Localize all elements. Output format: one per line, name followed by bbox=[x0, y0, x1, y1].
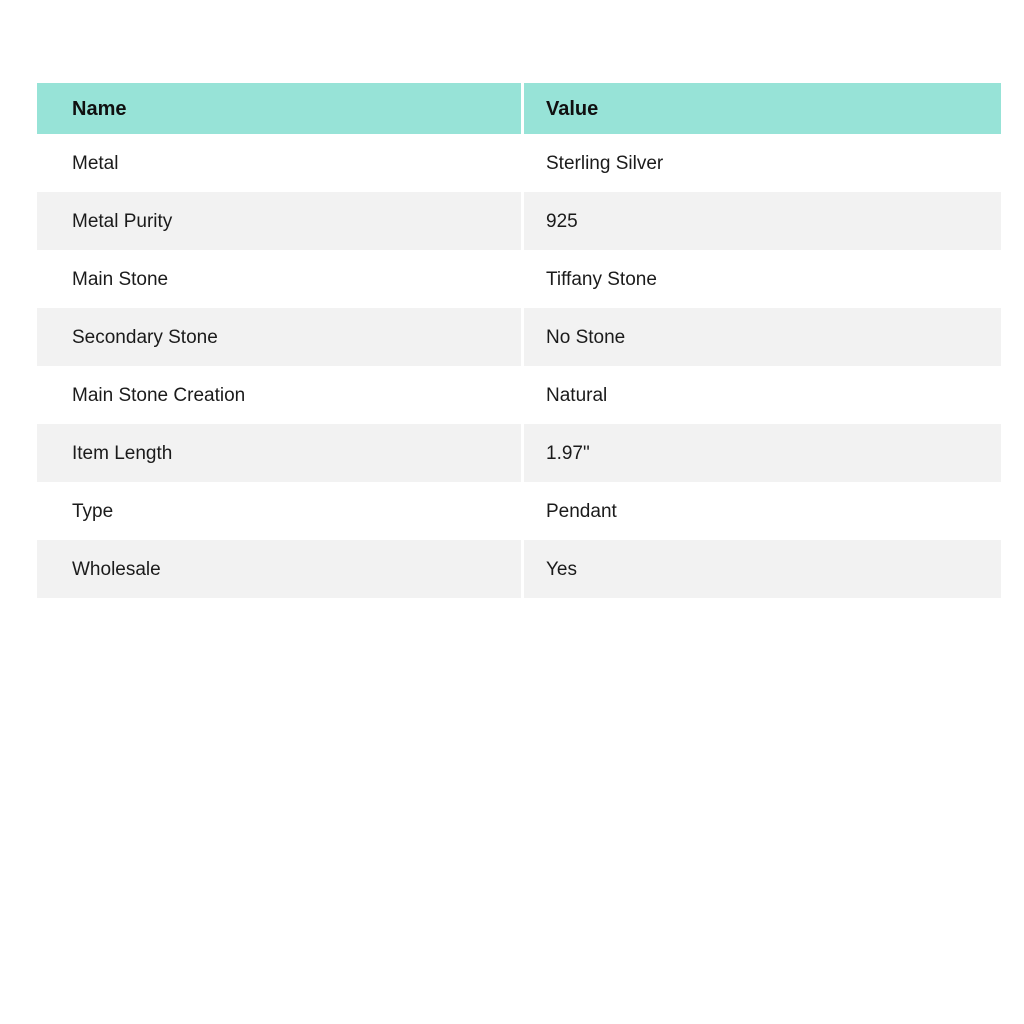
attribute-value: 925 bbox=[524, 192, 1001, 250]
attribute-value: No Stone bbox=[524, 308, 1001, 366]
table-row bbox=[37, 482, 1001, 540]
table-header-row bbox=[37, 83, 1001, 134]
product-attributes-table bbox=[37, 83, 1001, 598]
table-row bbox=[37, 134, 1001, 192]
attribute-name: Item Length bbox=[37, 424, 521, 482]
attribute-value: Natural bbox=[524, 366, 1001, 424]
attribute-name: Metal Purity bbox=[37, 192, 521, 250]
attribute-name: Type bbox=[37, 482, 521, 540]
attribute-value: Pendant bbox=[524, 482, 1001, 540]
column-header-value: Value bbox=[524, 83, 1001, 134]
table-row bbox=[37, 540, 1001, 598]
table-row bbox=[37, 366, 1001, 424]
attribute-value: Tiffany Stone bbox=[524, 250, 1001, 308]
column-header-name: Name bbox=[37, 83, 521, 134]
attribute-name: Wholesale bbox=[37, 540, 521, 598]
attribute-value: Sterling Silver bbox=[524, 134, 1001, 192]
attribute-name: Secondary Stone bbox=[37, 308, 521, 366]
attribute-name: Metal bbox=[37, 134, 521, 192]
attribute-name: Main Stone Creation bbox=[37, 366, 521, 424]
attribute-name: Main Stone bbox=[37, 250, 521, 308]
table-row bbox=[37, 424, 1001, 482]
table-row bbox=[37, 192, 1001, 250]
attribute-value: 1.97" bbox=[524, 424, 1001, 482]
attribute-value: Yes bbox=[524, 540, 1001, 598]
table-row bbox=[37, 250, 1001, 308]
table-row bbox=[37, 308, 1001, 366]
